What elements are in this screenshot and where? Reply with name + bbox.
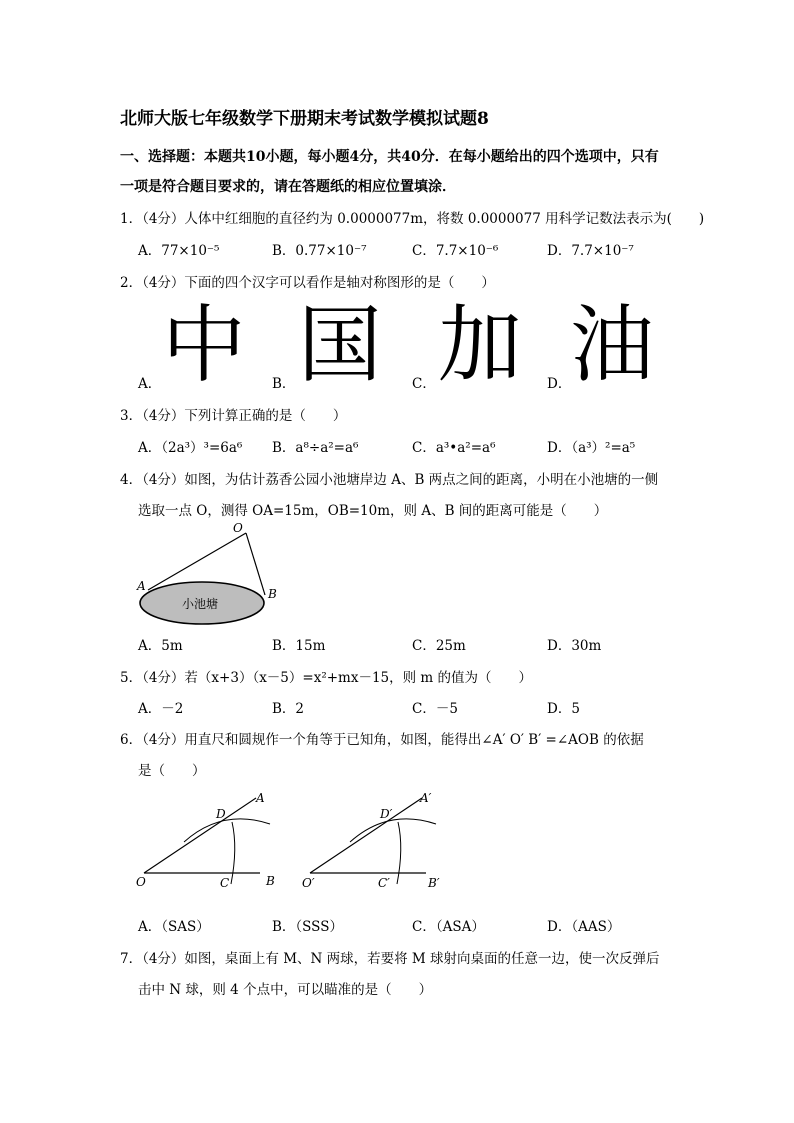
left-label-c: C (220, 876, 230, 890)
q2-label-b: B． (272, 376, 296, 392)
pond-label: 小池塘 (182, 597, 219, 611)
q4-stem-line1: 4．（4分）如图，为估计荔香公园小池塘岸边 A、B 两点之间的距离，小明在小池塘的一侧 (120, 472, 659, 488)
q1-option-b: B．0.77×10⁻⁷ (272, 243, 367, 259)
q2-stem: 2．（4分）下面的四个汉字可以看作是轴对称图形的是（ ） (120, 275, 495, 291)
q5-stem: 5．（4分）若（x+3）（x－5）=x²+mx－15，则 m 的值为（ ） (120, 670, 533, 686)
left-label-b: B (266, 874, 275, 888)
q4-option-a: A．5m (138, 638, 183, 654)
q3-stem: 3．（4分）下列计算正确的是（ ） (120, 408, 347, 424)
left-label-d: D (216, 807, 226, 821)
q2-char-guo: 国 (298, 296, 383, 394)
q4-pond-figure (130, 518, 290, 626)
q6-option-a: A．（SAS） (138, 919, 210, 935)
arc-through-d2 (350, 819, 436, 842)
q1-option-a: A．77×10⁻⁵ (138, 243, 220, 259)
q1-option-d: D．7.7×10⁻⁷ (547, 243, 634, 259)
q2-label-a: A． (138, 376, 162, 392)
q2-label-d: D． (547, 376, 572, 392)
q2-char-jia: 加 (438, 296, 523, 394)
right-label-o: O′ (302, 876, 315, 890)
segment-ob (246, 533, 265, 595)
q1-stem: 1．（4分）人体中红细胞的直径约为 0.0000077m，将数 0.0000077 用科学记数法表示为( ) (120, 211, 705, 227)
q4-option-d: D．30m (547, 638, 602, 654)
point-b-label: B (268, 587, 277, 601)
q4-option-c: C．25m (412, 638, 466, 654)
q6-right-figure (298, 786, 458, 896)
section-header-line2: 一项是符合题目要求的，请在答题纸的相应位置填涂． (120, 179, 456, 195)
point-o-label: O (233, 521, 243, 535)
q1-option-c: C．7.7×10⁻⁶ (412, 243, 499, 259)
q5-option-c: C．－5 (412, 701, 458, 717)
ray-oa (144, 798, 256, 873)
q6-stem-line1: 6．（4分）用直尺和圆规作一个角等于已知角，如图，能得出∠A′ O′ B′ =∠AOB 的依据 (120, 732, 644, 748)
q3-option-c: C．a³•a²=a⁶ (412, 440, 496, 456)
q5-option-a: A．－2 (138, 701, 184, 717)
point-a-label: A (137, 579, 146, 593)
q7-stem-line2: 击中 N 球，则 4 个点中，可以瞄准的是（ ） (138, 982, 433, 998)
left-label-o: O (136, 875, 146, 889)
q2-char-you: 油 (570, 296, 655, 394)
right-label-d: D′ (380, 807, 393, 821)
q7-stem-line1: 7．（4分）如图，桌面上有 M、N 两球，若要将 M 球射向桌面的任意一边，使一次反弹后 (120, 951, 660, 967)
left-label-a: A (256, 791, 265, 805)
right-label-c: C′ (378, 876, 390, 890)
q6-option-c: C．（ASA） (412, 919, 485, 935)
q6-option-b: B．（SSS） (272, 919, 343, 935)
ray-o2a2 (310, 798, 422, 873)
document-title: 北师大版七年级数学下册期末考试数学模拟试题8 (120, 109, 489, 129)
right-label-a: A′ (420, 791, 432, 805)
q6-option-d: D．（AAS） (547, 919, 621, 935)
arc-c2d2 (397, 822, 401, 884)
q4-stem-line2: 选取一点 O，测得 OA=15m，OB=10m，则 A、B 间的距离可能是（ ） (138, 503, 608, 519)
q3-option-d: D．（a³）²=a⁵ (547, 440, 636, 456)
q2-label-c: C． (412, 376, 436, 392)
q5-option-d: D．5 (547, 701, 580, 717)
q3-option-b: B．a⁸÷a²=a⁶ (272, 440, 359, 456)
right-label-b: B′ (428, 876, 440, 890)
q6-stem-line2: 是（ ） (138, 763, 206, 779)
q6-left-figure (132, 786, 292, 896)
arc-cd (231, 822, 235, 884)
q2-char-zhong: 中 (162, 296, 247, 394)
section-header-line1: 一、选择题：本题共10小题，每小题4分，共40分．在每小题给出的四个选项中，只有 (120, 149, 659, 165)
q5-option-b: B．2 (272, 701, 305, 717)
arc-through-d (184, 819, 270, 842)
q4-option-b: B．15m (272, 638, 326, 654)
q3-option-a: A．（2a³）³=6a⁶ (138, 440, 243, 456)
